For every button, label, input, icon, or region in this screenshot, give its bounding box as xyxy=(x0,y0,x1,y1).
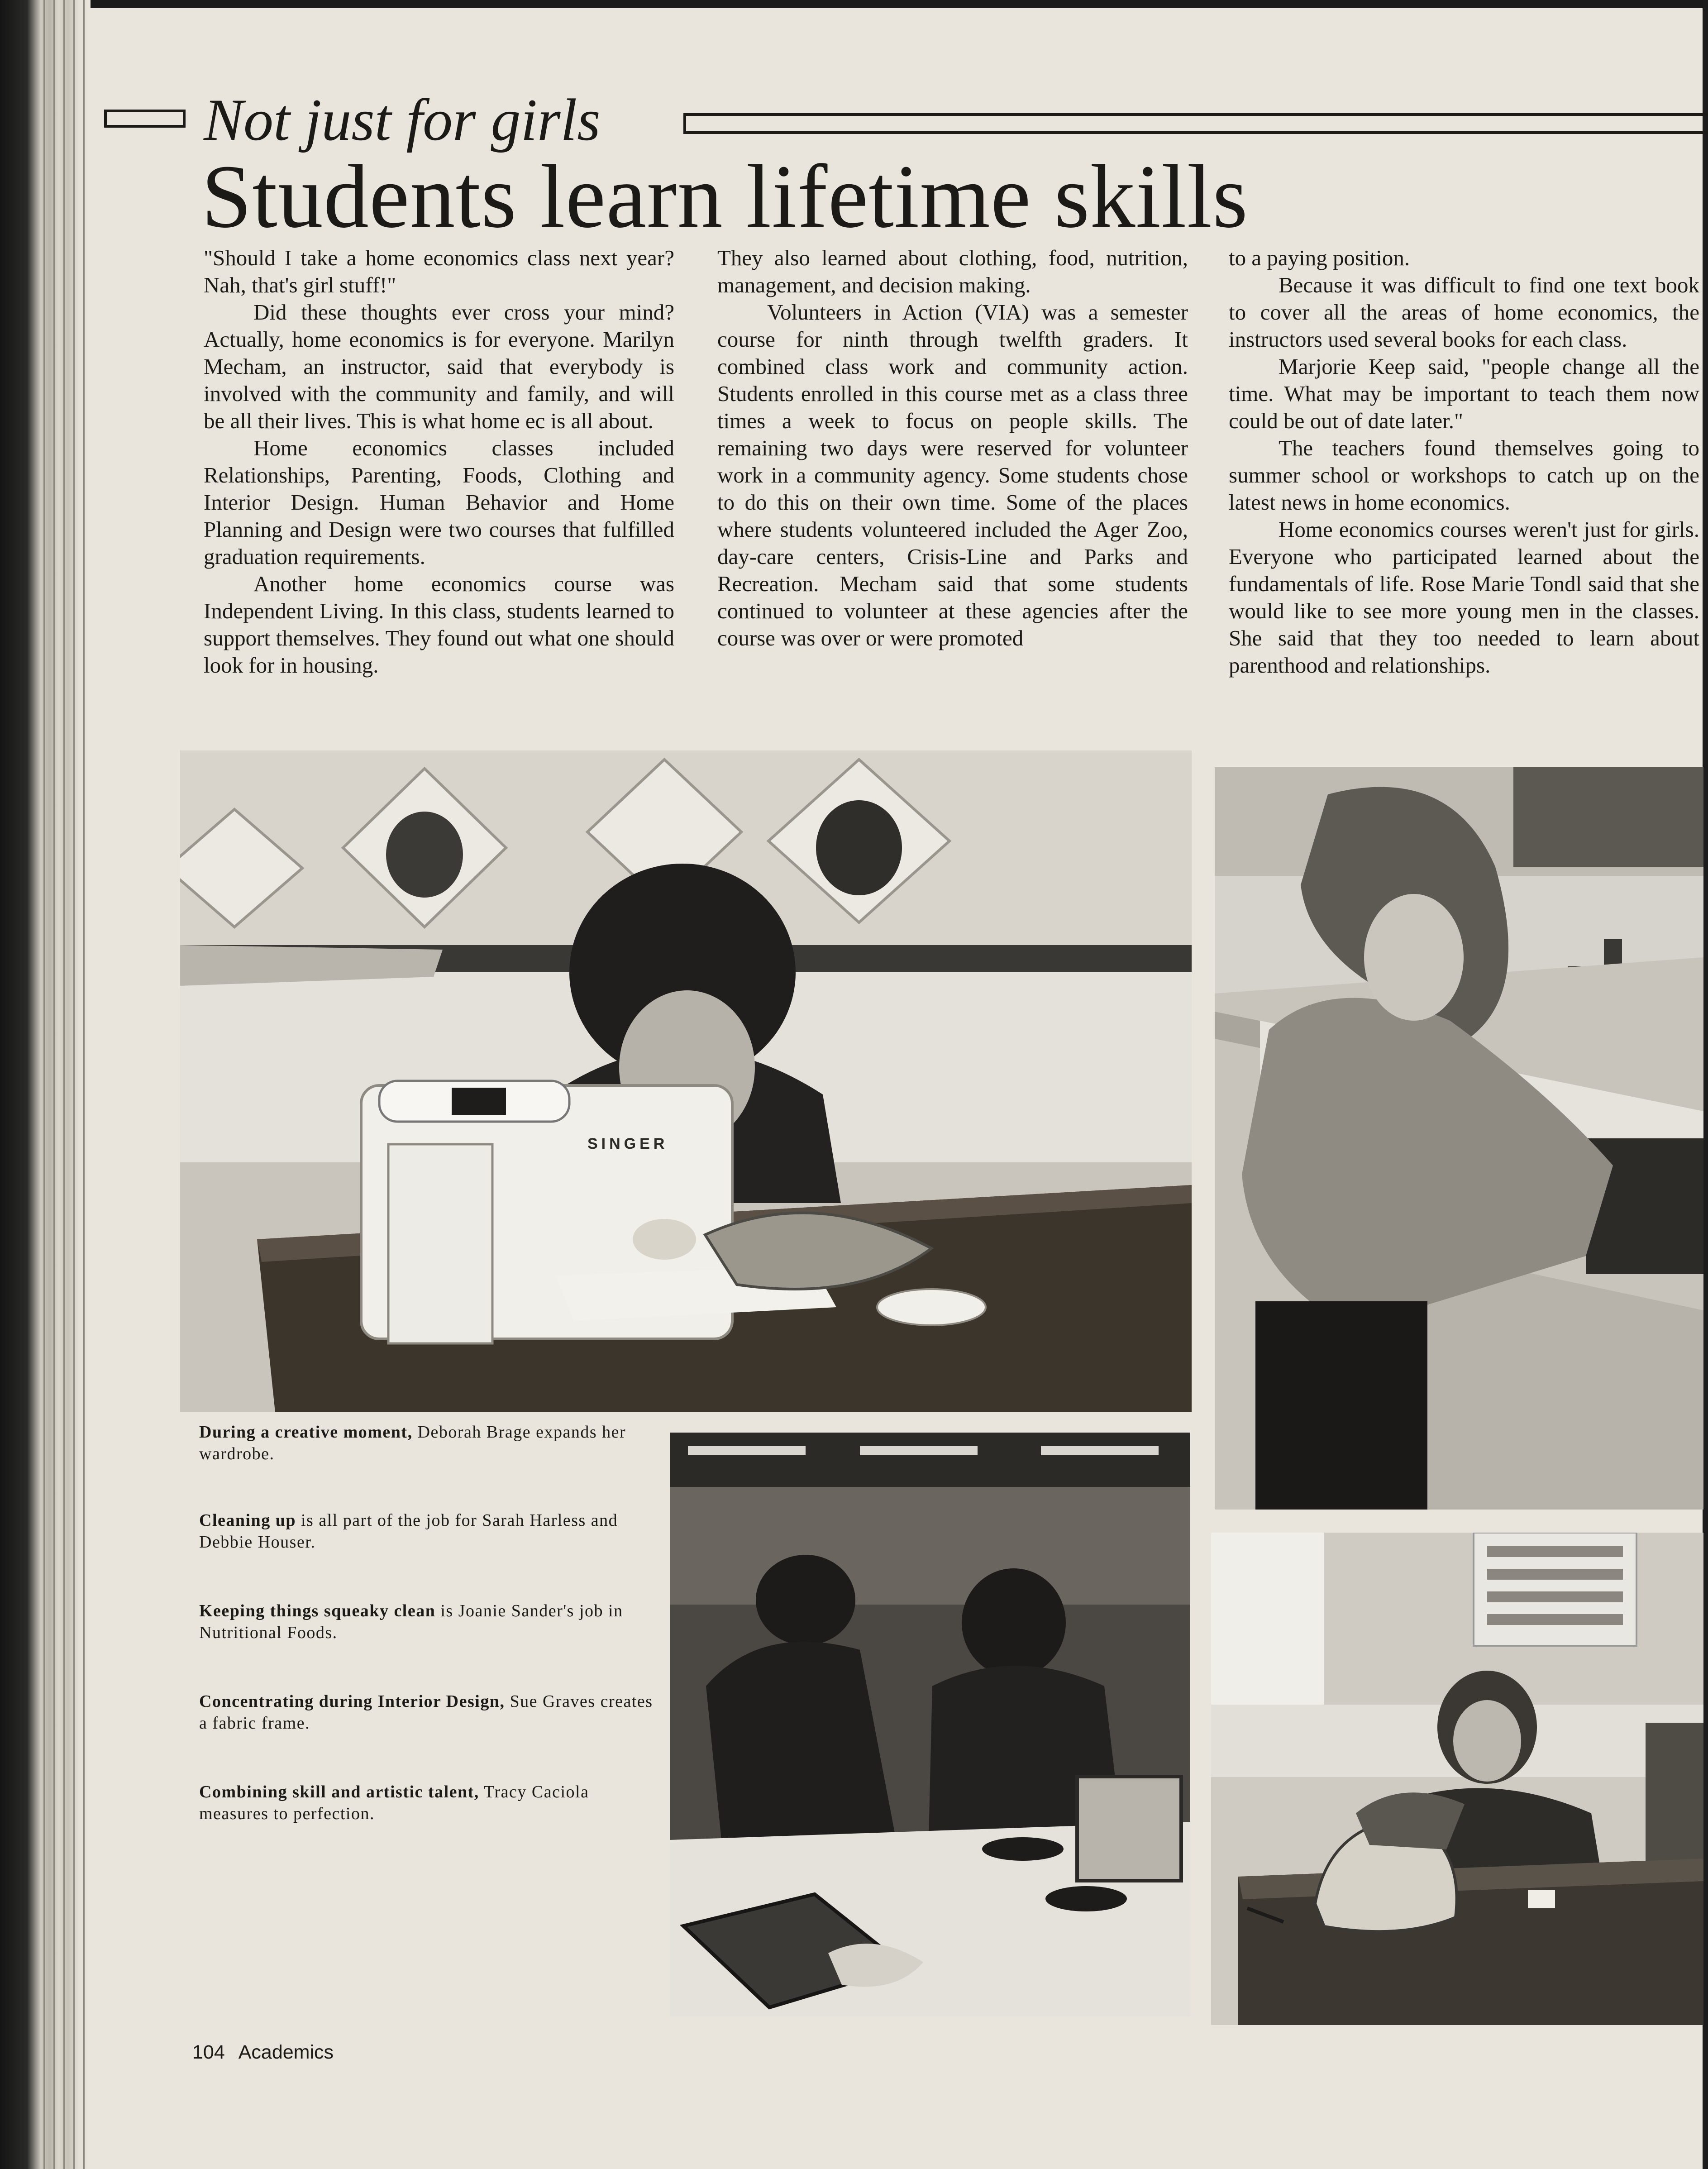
caption-text: Sue Graves creates a fabric frame. xyxy=(199,1692,653,1733)
caption-text: Deborah Brage expands her wardrobe. xyxy=(199,1423,626,1463)
photo-kitchen-cleaning xyxy=(1215,767,1703,1510)
caption-squeaky-clean xyxy=(199,1600,656,1643)
page-number: 104 xyxy=(192,2041,225,2063)
paragraph: The teachers found themselves going to summer school or workshops to catch up on the latest news in home economics. xyxy=(1229,435,1699,515)
caption-lead: Cleaning up xyxy=(199,1511,296,1530)
photo-fabric-frame xyxy=(1211,1533,1703,2025)
paragraph: Marjorie Keep said, "people change all the time. What may be important to teach them now could be out of date later." xyxy=(1229,354,1699,433)
caption-lead: Combining skill and artistic talent, xyxy=(199,1782,479,1801)
caption-lead: Keeping things squeaky clean xyxy=(199,1601,436,1620)
caption-text: is all part of the job for Sarah Harless and Debbie Houser. xyxy=(199,1511,618,1552)
kicker-title: Not just for girls xyxy=(204,86,601,153)
caption-cleaning xyxy=(199,1510,656,1553)
caption-lead: During a creative moment, xyxy=(199,1423,413,1442)
photo-sewing-machine xyxy=(180,750,1192,1412)
kicker-row xyxy=(104,86,1708,154)
paragraph: Did these thoughts ever cross your mind? Actually, home economics is for everyone. Marilyn Mecham, an instructor, said that everybody is involved with the community and family, and will be all their lives. This is what home ec is all about. xyxy=(204,300,674,433)
caption-text: Tracy Caciola measures to perfection. xyxy=(199,1782,589,1823)
paragraph: "Should I take a home economics class next year? Nah, that's girl stuff!" xyxy=(204,245,674,297)
paragraph: Another home economics course was Independent Living. In this class, students learned to support themselves. They found out what one should look for in housing. xyxy=(204,571,674,678)
headline: Students learn lifetime skills xyxy=(201,147,1249,247)
caption-lead: Concentrating during Interior Design, xyxy=(199,1692,505,1711)
kicker-rule-right xyxy=(683,113,1708,134)
paragraph: Volunteers in Action (VIA) was a semester course for ninth through twelfth graders. It combined class work and community action. Students enrolled in this course met as a class three times a week to focus on people skills. The remaining two days were reserved for volunteer work in a community agency. Some students chose to do this on their own time. Some of the places where students volunteered included the Ager Zoo, day-care centers, Crisis-Line and Parks and Recreation. Mecham said that some students continued to volunteer at these agencies after the course was over or were promoted xyxy=(717,300,1188,650)
photo-cleaning-counters xyxy=(670,1433,1190,2016)
book-binding xyxy=(0,0,91,2169)
paragraph: Home economics courses weren't just for girls. Everyone who participated learned about the fundamentals of life. Rose Marie Tondl said that she would like to see more young men in the classes. She said that they too needed to learn about parenthood and relationships. xyxy=(1229,517,1699,678)
caption-text: is Joanie Sander's job in Nutritional Foods. xyxy=(199,1601,623,1642)
article-column-2 xyxy=(717,244,1188,738)
article-column-1 xyxy=(204,244,674,738)
section-name: Academics xyxy=(238,2041,334,2063)
article-column-3 xyxy=(1229,244,1699,738)
paragraph: Home economics classes included Relationships, Parenting, Foods, Clothing and Interior Design. Human Behavior and Home Planning and Design were two courses that fulfilled graduation requirements. xyxy=(204,435,674,569)
caption-sewing xyxy=(199,1421,656,1465)
caption-artistic-talent xyxy=(199,1781,656,1825)
kicker-rule-left xyxy=(104,110,186,128)
caption-interior-design xyxy=(199,1691,656,1734)
folio xyxy=(192,2041,347,2064)
paragraph: to a paying position. xyxy=(1229,245,1410,270)
paragraph: Because it was difficult to find one text book to cover all the areas of home economics, the instructors used several books for each class. xyxy=(1229,272,1699,352)
page-top-edge xyxy=(0,0,1708,8)
sewing-machine-brand: SINGER xyxy=(587,1135,668,1152)
paragraph: They also learned about clothing, food, nutrition, management, and decision making. xyxy=(717,245,1188,297)
